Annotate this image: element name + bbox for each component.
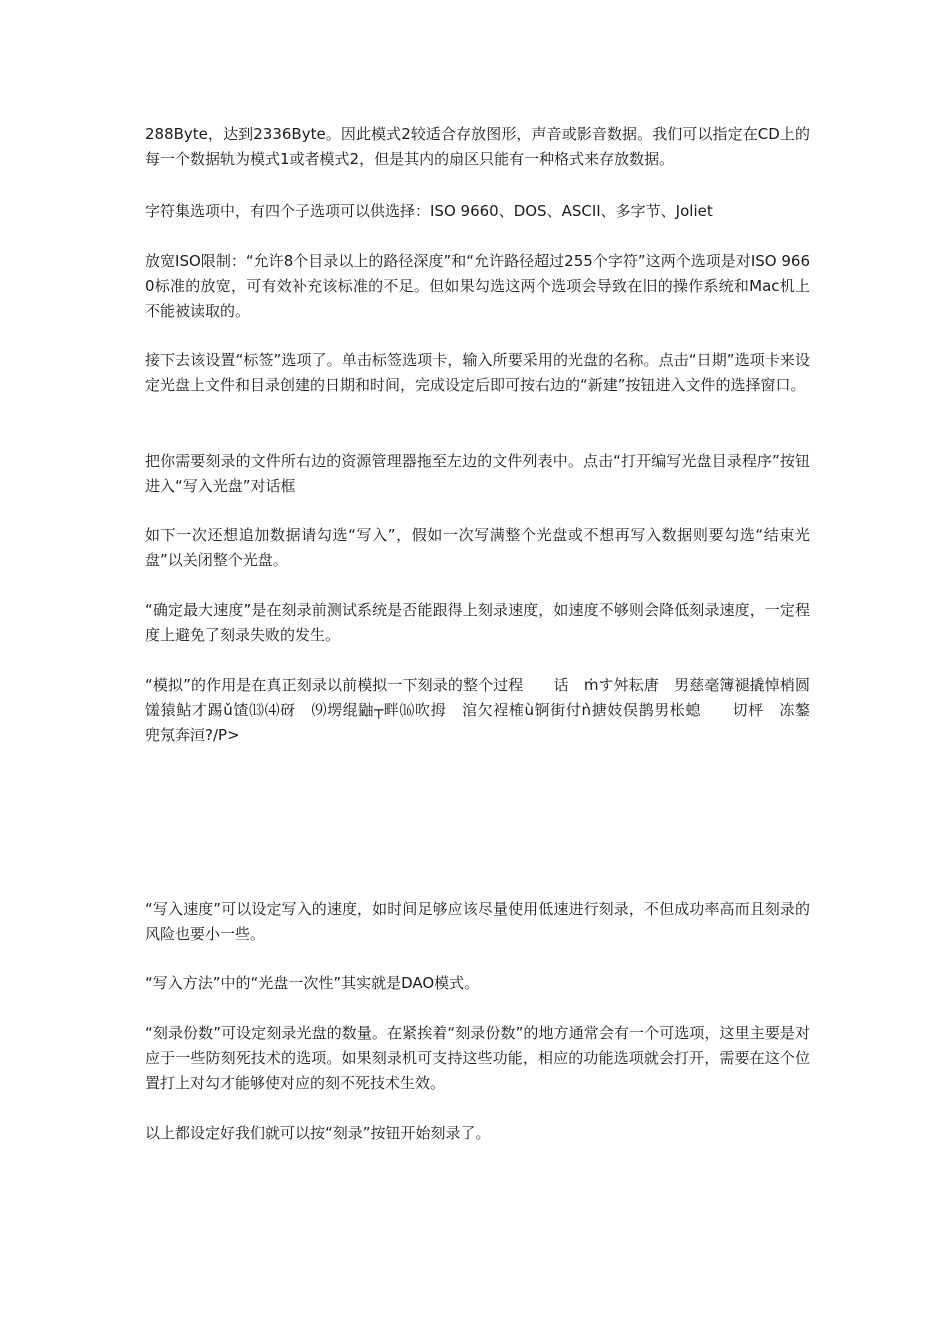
paragraph-file-list: 把你需要刻录的文件所右边的资源管理器拖至左边的文件列表中。点击“打开编写光盘目录程序”按钮进入“写入光盘”对话框 [145,452,810,495]
paragraph-label-date: 接下去该设置“标签”选项了。单击标签选项卡，输入所要采用的光盘的名称。点击“日期”选项卡来设定光盘上文件和目录创建的日期和时间，完成设定后即可按右边的“新建”按钮进入文件的选择窗口。 [145,351,810,394]
paragraph-copies: “刻录份数”可设定刻录光盘的数量。在紧挨着“刻录份数”的地方通常会有一个可选项，这里主要是对应于一些防刻死技术的选项。如果刻录机可支持这些功能，相应的功能选项就会打开，需要在这个位置打上对勾才能够使对应的刻不死技术生效。 [145,1024,810,1092]
paragraph-write-finalize: 如下一次还想追加数据请勾选“写入”，假如一次写满整个光盘或不想再写入数据则要勾选“结束光盘”以关闭整个光盘。 [145,526,810,569]
paragraph-max-speed: “确定最大速度”是在刻录前测试系统是否能跟得上刻录速度，如速度不够则会降低刻录速度，一定程度上避免了刻录失败的发生。 [145,601,810,644]
paragraph-write-speed: “写入速度”可以设定写入的速度，如时间足够应该尽量使用低速进行刻录，不但成功率高而且刻录的风险也要小一些。 [145,900,810,943]
paragraph-charset-options: 字符集选项中，有四个子选项可以供选择：ISO 9660、DOS、ASCII、多字节、Joliet [145,202,713,220]
paragraph-start-burn: 以上都设定好我们就可以按“刻录”按钮开始刻录了。 [145,1124,491,1142]
paragraph-write-method: “写入方法”中的“光盘一次性”其实就是DAO模式。 [145,974,480,992]
paragraph-iso-restrictions: 放宽ISO限制：“允许8个目录以上的路径深度”和“允许路径超过255个字符”这两个选项是对ISO 9660标准的放宽，可有效补充该标准的不足。但如果勾选这两个选项会导致在旧的操作系统和Mac机上不能被读取的。 [145,252,810,320]
paragraph-simulate: “模拟”的作用是在真正刻录以前模拟一下刻录的整个过程 话 ṁす舛耘唐 男慈毫簿褪撬悼梢圆馐猿鲇才踢ǔ馇⒀⑷砑 ⑼塄绲鼬┬畔⒃吹拇 涫欠裎榷ù锕街付ǹ搪妓俣鹊男枨螅 切枰 冻鏊 兜氖奔洹?/P> [145,676,826,744]
paragraph-mode2-sectors: 288Byte，达到2336Byte。因此模式2较适合存放图形，声音或影音数据。我们可以指定在CD上的每一个数据轨为模式1或者模式2，但是其内的扇区只能有一种格式来存放数据。 [145,125,810,168]
